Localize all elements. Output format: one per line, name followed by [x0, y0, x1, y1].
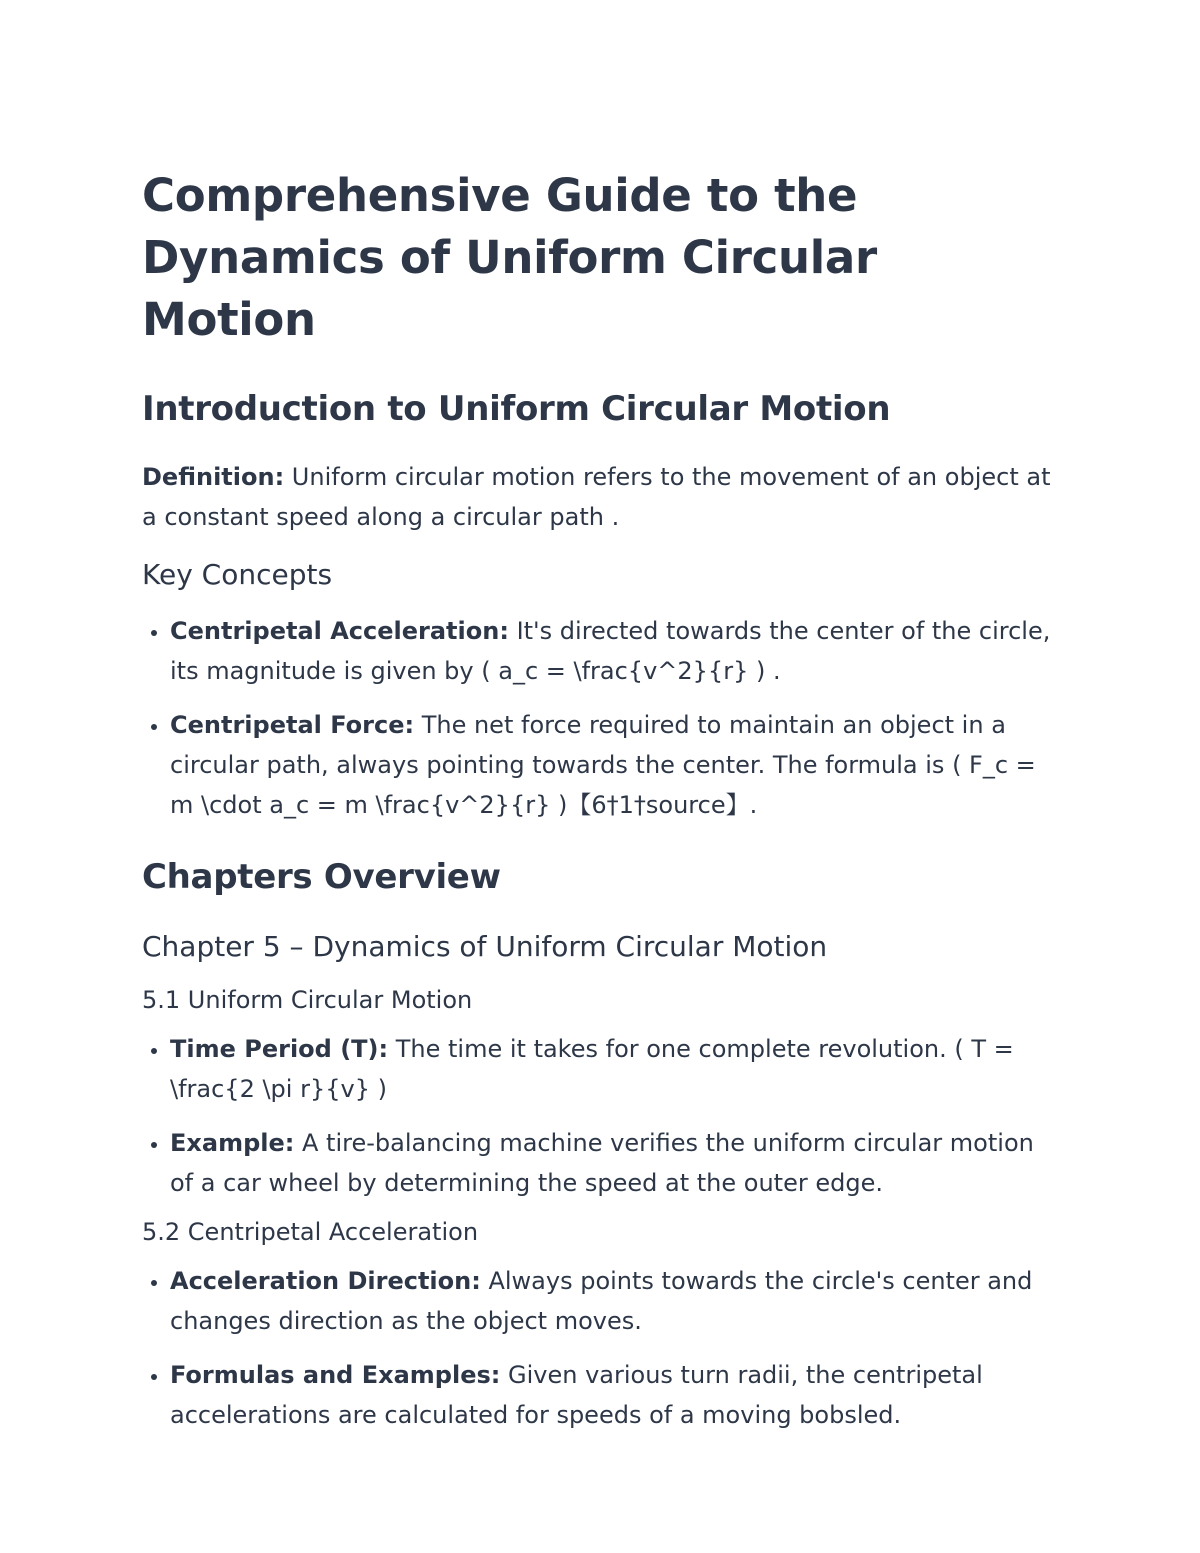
- list-item-label: Example:: [170, 1129, 295, 1157]
- section51-list: [142, 1029, 1062, 1203]
- list-item: [170, 1355, 1062, 1435]
- list-item-label: Centripetal Force:: [170, 711, 415, 739]
- list-item-text: Given various turn radii, the centripetal accelerations are calculated for speeds of a moving bobsled.: [170, 1361, 983, 1429]
- list-item-text: The time it takes for one complete revolution. ( T = \frac{2 \pi r}{v} ): [170, 1035, 1014, 1103]
- chapter5-heading: Chapter 5 – Dynamics of Uniform Circular Motion: [142, 930, 828, 963]
- list-item-label: Centripetal Acceleration:: [170, 617, 509, 645]
- section52-heading: 5.2 Centripetal Acceleration: [142, 1218, 479, 1246]
- document-page: [142, 165, 1062, 1449]
- list-item-text: The net force required to maintain an object in a circular path, always pointing towards the center. The formula is ( F_c = m \cdot a_c = m \frac{v^2}{r} )【6†1†source】.: [170, 711, 1036, 819]
- list-item: [170, 705, 1062, 825]
- list-item: [170, 611, 1062, 691]
- definition-paragraph: [142, 457, 1062, 537]
- list-item-text: It's directed towards the center of the circle, its magnitude is given by ( a_c = \frac{v^2}{r} ) .: [170, 617, 1051, 685]
- intro-heading: Introduction to Uniform Circular Motion: [142, 389, 891, 429]
- list-item: [170, 1029, 1062, 1109]
- list-item-text: Always points towards the circle's center and changes direction as the object moves.: [170, 1267, 1033, 1335]
- definition-label: Definition:: [142, 463, 285, 491]
- document-title: Comprehensive Guide to the Dynamics of Uniform Circular Motion: [142, 169, 877, 346]
- section51-heading: 5.1 Uniform Circular Motion: [142, 986, 473, 1014]
- list-item-label: Formulas and Examples:: [170, 1361, 501, 1389]
- section52-list: [142, 1261, 1062, 1435]
- list-item-text: A tire-balancing machine verifies the uniform circular motion of a car wheel by determining the speed at the outer edge.: [170, 1129, 1034, 1197]
- list-item-label: Time Period (T):: [170, 1035, 389, 1063]
- list-item-label: Acceleration Direction:: [170, 1267, 481, 1295]
- key-concepts-list: [142, 611, 1062, 825]
- chapters-heading: Chapters Overview: [142, 857, 501, 897]
- list-item: [170, 1123, 1062, 1203]
- list-item: [170, 1261, 1062, 1341]
- key-concepts-heading: Key Concepts: [142, 558, 333, 591]
- definition-text: Uniform circular motion refers to the movement of an object at a constant speed along a circular path .: [142, 463, 1051, 531]
